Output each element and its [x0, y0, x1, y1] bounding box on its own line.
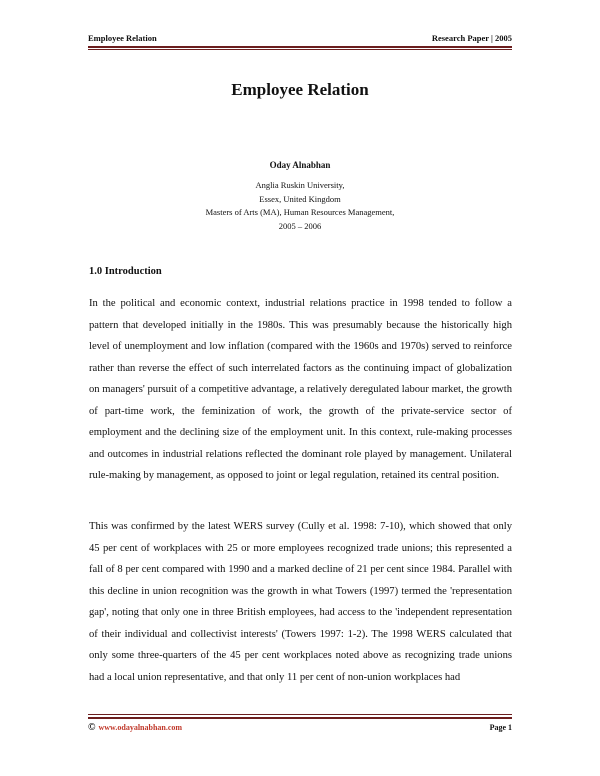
page-footer	[88, 722, 512, 733]
footer-website	[88, 722, 182, 733]
website-link[interactable]: www.odayalnabhan.com	[98, 723, 183, 732]
affiliation-block	[0, 179, 600, 233]
section-heading: 1.0 Introduction	[89, 266, 162, 277]
header-right-label: Research Paper | 2005	[431, 33, 512, 43]
affiliation-university: Anglia Ruskin University,	[255, 180, 345, 190]
affiliation-years: 2005 – 2006	[278, 220, 322, 231]
header-rule	[88, 46, 512, 48]
page-number: Page 1	[489, 723, 512, 732]
header-left-title: Employee Relation	[88, 33, 157, 43]
affiliation-location: Essex, United Kingdom	[259, 193, 341, 204]
affiliation-degree: Masters of Arts (MA), Human Resources Management,	[205, 207, 395, 217]
footer-rule	[88, 717, 512, 719]
page-title: Employee Relation	[231, 80, 369, 99]
author-name: Oday Alnabhan	[269, 160, 331, 170]
paragraph-1: In the political and economic context, industrial relations practice in 1998 tended to follow a pattern that developed initially in the 1980s. This was presumably because the historically high level of unemployment and low inflation (compared with the 1960s and 1970s) served to reinforce rather than reverse the effect of such interrelated factors as the continuing impact of globalization on managers' pursuit of a competitive advantage, a relatively deregulated labour market, the growth of part-time work, the feminization of work, the growth of the private-service sector of employment and the declining size of the employment unit. In this context, rule-making processes and outcomes in industrial relations reflected the dominant role played by management. Unilateral rule-making by management, as opposed to joint or legal regulation, retained its central position.	[89, 298, 512, 481]
running-header	[88, 33, 512, 43]
copyright-icon: ©	[88, 722, 96, 733]
footer-rule-thin	[88, 714, 512, 715]
paragraph-2: This was confirmed by the latest WERS survey (Cully et al. 1998: 7-10), which showed that only 45 per cent of workplaces with 25 or more employees recognized trade unions; this represented a fall of 8 per cent compared with 1990 and a marked decline of 21 per cent since 1984. Parallel with this decline in union recognition was the growth in what Towers (1997) termed the 'representation gap', noting that only one in three British employees, had access to the 'independent representation of their individual and collectivist interests' (Towers 1997: 1-2). The 1998 WERS calculated that only some three-quarters of the 45 per cent workplaces noted above as recognizing trade unions had a local union representative, and that only 11 per cent of non-union workplaces had	[89, 521, 512, 683]
header-rule-thin	[88, 49, 512, 50]
